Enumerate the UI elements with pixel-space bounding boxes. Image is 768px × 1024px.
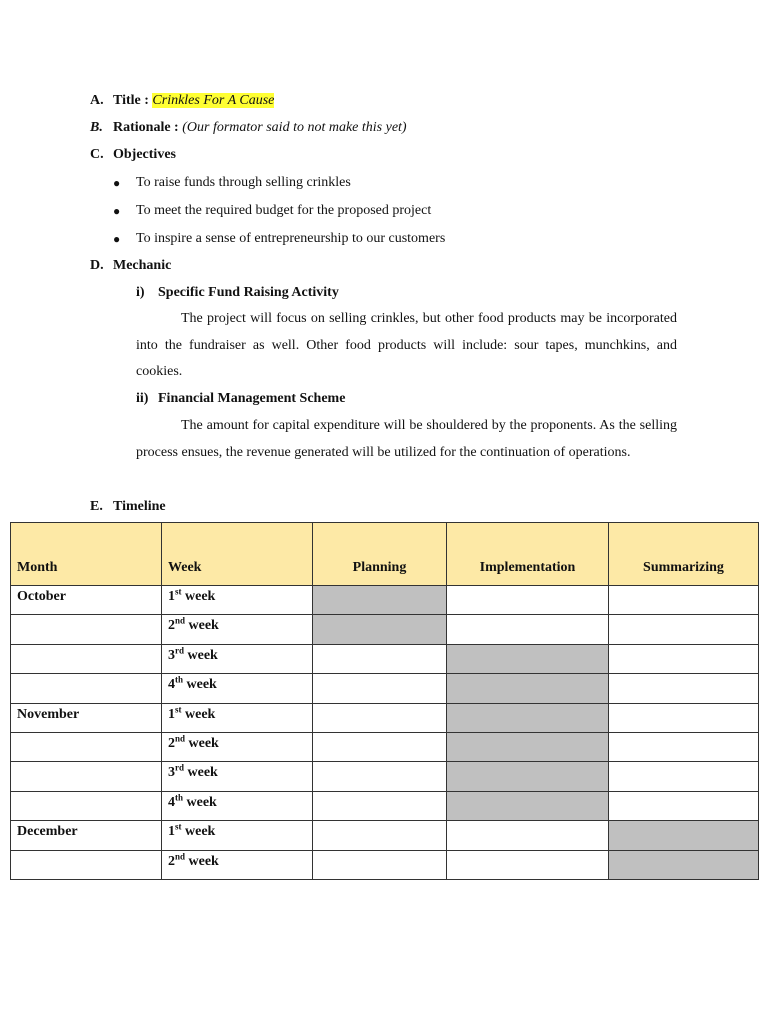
week-suffix: week bbox=[186, 794, 217, 810]
week-suffix: week bbox=[188, 853, 219, 869]
timeline-row bbox=[11, 762, 759, 791]
week-suffix: week bbox=[187, 765, 218, 781]
month-cell bbox=[11, 674, 162, 703]
timeline-row bbox=[11, 674, 759, 703]
week-suffix: week bbox=[187, 647, 218, 663]
week-ordinal: th bbox=[175, 674, 184, 685]
summarizing-cell bbox=[609, 586, 759, 615]
week-ordinal: th bbox=[175, 792, 184, 803]
planning-cell bbox=[313, 703, 447, 732]
week-number: 1 bbox=[168, 589, 175, 604]
summarizing-cell bbox=[609, 644, 759, 673]
week-ordinal: nd bbox=[175, 615, 186, 626]
col-header-implementation: Implementation bbox=[447, 523, 609, 586]
rationale-text: (Our formator said to not make this yet) bbox=[182, 120, 407, 135]
week-suffix: week bbox=[186, 677, 217, 693]
col-header-planning: Planning bbox=[313, 523, 447, 586]
month-cell bbox=[11, 791, 162, 820]
col-header-summarizing: Summarizing bbox=[609, 523, 759, 586]
implementation-cell bbox=[447, 615, 609, 644]
week-ordinal: st bbox=[175, 821, 182, 832]
week-cell bbox=[162, 644, 313, 673]
week-number: 4 bbox=[168, 794, 175, 810]
week-cell bbox=[162, 732, 313, 761]
week-ordinal: rd bbox=[175, 645, 184, 656]
implementation-cell bbox=[447, 586, 609, 615]
week-number: 1 bbox=[168, 706, 175, 722]
planning-cell bbox=[313, 586, 447, 615]
week-suffix: week bbox=[185, 589, 216, 604]
implementation-cell bbox=[447, 762, 609, 791]
planning-cell bbox=[313, 821, 447, 850]
summarizing-cell bbox=[609, 703, 759, 732]
planning-cell bbox=[313, 791, 447, 820]
week-ordinal: nd bbox=[175, 850, 186, 861]
week-number: 2 bbox=[168, 735, 175, 751]
week-number: 2 bbox=[168, 853, 175, 869]
month-cell: October bbox=[11, 586, 162, 615]
objective-item: To inspire a sense of entrepreneurship to our customers bbox=[136, 231, 446, 246]
planning-cell bbox=[313, 674, 447, 703]
subsection-2-heading: Financial Management Scheme bbox=[158, 391, 346, 406]
timeline-header-row bbox=[11, 523, 759, 586]
timeline-table bbox=[10, 522, 759, 880]
timeline-row bbox=[11, 703, 759, 732]
timeline-row bbox=[11, 850, 759, 879]
objective-item: To meet the required budget for the proposed project bbox=[136, 203, 432, 218]
timeline-row bbox=[11, 732, 759, 761]
month-cell bbox=[11, 615, 162, 644]
week-cell bbox=[162, 850, 313, 879]
implementation-cell bbox=[447, 821, 609, 850]
section-a-letter: A. bbox=[90, 93, 104, 108]
bullet-icon: ● bbox=[113, 176, 121, 190]
month-cell bbox=[11, 762, 162, 791]
summarizing-cell bbox=[609, 821, 759, 850]
implementation-cell bbox=[447, 674, 609, 703]
week-number: 4 bbox=[168, 677, 175, 693]
objective-item: To raise funds through selling crinkles bbox=[136, 175, 351, 190]
week-number: 3 bbox=[168, 765, 175, 781]
planning-cell bbox=[313, 644, 447, 673]
summarizing-cell bbox=[609, 762, 759, 791]
planning-cell bbox=[313, 762, 447, 791]
summarizing-cell bbox=[609, 850, 759, 879]
title-label: Title : bbox=[113, 93, 149, 108]
planning-cell bbox=[313, 850, 447, 879]
subsection-1-heading: Specific Fund Raising Activity bbox=[158, 285, 339, 300]
implementation-cell bbox=[447, 791, 609, 820]
section-b bbox=[113, 119, 407, 137]
section-c-letter: C. bbox=[90, 147, 104, 162]
week-suffix: week bbox=[185, 824, 216, 840]
subsection-2-paragraph: The amount for capital expenditure will be shouldered by the proponents. As the selling process ensues, the revenue generated will be utilized for the continuation of operations. bbox=[136, 418, 677, 460]
week-ordinal: nd bbox=[175, 733, 186, 744]
week-suffix: week bbox=[188, 618, 219, 634]
subsection-1-num: i) bbox=[136, 285, 145, 300]
week-number: 1 bbox=[168, 824, 175, 840]
section-e-letter: E. bbox=[90, 499, 103, 514]
section-d-letter: D. bbox=[90, 258, 104, 273]
implementation-cell bbox=[447, 703, 609, 732]
week-suffix: week bbox=[185, 706, 216, 722]
bullet-icon: ● bbox=[113, 204, 121, 218]
month-cell: December bbox=[11, 821, 162, 850]
planning-cell bbox=[313, 615, 447, 644]
subsection-2-num: ii) bbox=[136, 391, 149, 406]
mechanic-heading: Mechanic bbox=[113, 258, 172, 273]
project-title: Crinkles For A Cause bbox=[152, 93, 275, 108]
month-cell bbox=[11, 644, 162, 673]
week-cell bbox=[162, 586, 313, 615]
summarizing-cell bbox=[609, 732, 759, 761]
week-number: 2 bbox=[168, 618, 175, 634]
timeline-row bbox=[11, 791, 759, 820]
week-cell bbox=[162, 821, 313, 850]
col-header-month: Month bbox=[11, 523, 162, 586]
implementation-cell bbox=[447, 850, 609, 879]
timeline-row bbox=[11, 821, 759, 850]
timeline-row bbox=[11, 615, 759, 644]
week-ordinal: rd bbox=[175, 762, 184, 773]
week-number: 3 bbox=[168, 647, 175, 663]
week-ordinal: st bbox=[175, 586, 182, 597]
week-cell bbox=[162, 791, 313, 820]
implementation-cell bbox=[447, 644, 609, 673]
month-cell: November bbox=[11, 703, 162, 732]
week-suffix: week bbox=[188, 735, 219, 751]
timeline-row bbox=[11, 644, 759, 673]
week-cell bbox=[162, 674, 313, 703]
summarizing-cell bbox=[609, 615, 759, 644]
week-cell bbox=[162, 615, 313, 644]
week-cell bbox=[162, 703, 313, 732]
week-ordinal: st bbox=[175, 703, 182, 714]
month-cell bbox=[11, 732, 162, 761]
bullet-icon: ● bbox=[113, 232, 121, 246]
rationale-label: Rationale : bbox=[113, 120, 179, 135]
month-cell bbox=[11, 850, 162, 879]
summarizing-cell bbox=[609, 791, 759, 820]
subsection-1-paragraph: The project will focus on selling crinkles, but other food products may be incorporated into the fundraiser as well. Other food products will include: sour tapes, munchkins, and cookies. bbox=[136, 311, 677, 380]
summarizing-cell bbox=[609, 674, 759, 703]
planning-cell bbox=[313, 732, 447, 761]
section-a bbox=[113, 92, 274, 110]
timeline-heading: Timeline bbox=[113, 499, 166, 514]
timeline-row bbox=[11, 586, 759, 615]
implementation-cell bbox=[447, 732, 609, 761]
week-cell bbox=[162, 762, 313, 791]
section-b-letter: B. bbox=[90, 120, 103, 135]
col-header-week: Week bbox=[162, 523, 313, 586]
objectives-heading: Objectives bbox=[113, 147, 176, 162]
